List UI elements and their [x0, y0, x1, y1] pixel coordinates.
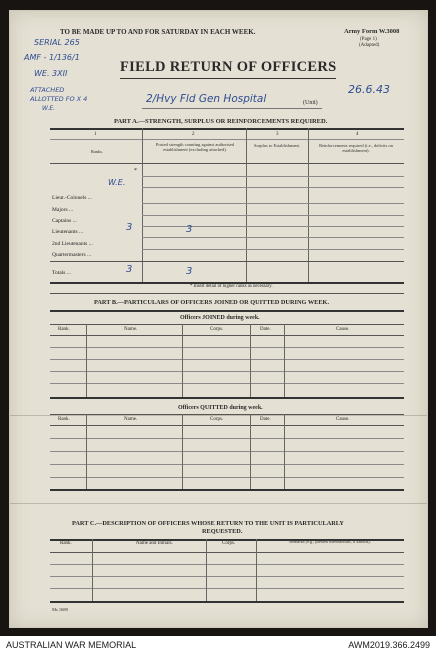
rank-quartermasters: Quartermasters ... [52, 252, 92, 258]
table-rule [50, 438, 404, 439]
col-divider [182, 324, 183, 397]
table-rule [50, 576, 404, 577]
form-number: Army Form W.3008 [344, 28, 400, 35]
col-number: 1 [94, 132, 97, 137]
form-sheet [9, 10, 428, 628]
table-rule [50, 451, 404, 452]
table-rule [50, 464, 404, 465]
rank-lieutenants: Lieutenants ... [52, 229, 84, 235]
archive-footer [0, 636, 436, 653]
totals-posted: 3 [126, 264, 133, 275]
col-head-surplus: Surplus to Establishment. [253, 143, 301, 148]
table-rule [50, 359, 404, 360]
col-divider [308, 128, 309, 282]
handwritten-unit: 2/Hvy Fld Gen Hospital [146, 93, 267, 105]
table-rule [50, 163, 404, 164]
col-number: 4 [356, 132, 359, 137]
part-a-title: PART A.—STRENGTH, SURPLUS OR REINFORCEMENTS REQUIRED. [114, 118, 328, 125]
table-rule [142, 187, 404, 188]
table-rule [142, 203, 404, 204]
form-adapted: (Adapted) [359, 43, 380, 48]
col-number: 2 [192, 132, 195, 137]
handwritten-week: WE. 3XII [34, 69, 68, 78]
joined-col-name: Name. [124, 327, 138, 332]
table-rule [50, 324, 404, 325]
part-c-col-remarks: Remarks (e.g., present whereabouts, if known). [289, 539, 371, 544]
rank-2nd-lieutenants: 2nd Lieutenants ... [52, 241, 93, 247]
joined-col-rank: Rank. [58, 327, 70, 332]
fold-line [10, 503, 427, 504]
quitted-col-date: Date. [260, 417, 271, 422]
table-rule [50, 261, 404, 262]
col-divider [86, 414, 87, 489]
table-rule [50, 347, 404, 348]
rank-majors: Majors ... [52, 207, 74, 213]
col-divider [246, 128, 247, 282]
table-rule [142, 226, 404, 227]
table-rule [142, 176, 404, 177]
col-divider [284, 414, 285, 489]
quitted-title: Officers QUITTED during week. [178, 405, 263, 411]
part-b-title: PART B.—PARTICULARS OF OFFICERS JOINED OR QUITTED DURING WEEK. [94, 299, 330, 306]
col-divider [256, 539, 257, 601]
table-rule [50, 564, 404, 565]
handwritten-we-row: W.E. [108, 178, 126, 187]
col-divider [206, 539, 207, 601]
col-divider [284, 324, 285, 397]
unit-label: (Unit) [303, 100, 318, 106]
handwritten-we: W.E. [42, 105, 56, 112]
form-title: FIELD RETURN OF OFFICERS [120, 59, 337, 75]
quitted-col-cause: Cause. [336, 417, 350, 422]
col-divider [92, 539, 93, 601]
table-rule [50, 425, 404, 426]
lieutenants-strength: 3 [186, 224, 193, 235]
table-rule [50, 489, 404, 491]
table-rule [50, 552, 404, 553]
col-head-posted-strength: Posted strength counting against authorised establishment (excluding attached). [155, 142, 235, 153]
part-a-footnote: * Insert detail of higher ranks as necessary. [190, 284, 273, 289]
col-number: 3 [276, 132, 279, 137]
table-rule [50, 397, 404, 399]
table-rule [142, 237, 404, 238]
table-rule [142, 249, 404, 250]
col-divider [250, 414, 251, 489]
joined-col-date: Date. [260, 327, 271, 332]
fold-line [10, 415, 427, 416]
quitted-col-corps: Corps. [210, 417, 224, 422]
table-rule [50, 477, 404, 478]
lieutenants-posted: 3 [126, 222, 133, 233]
table-rule [50, 139, 404, 140]
table-rule [50, 414, 404, 415]
part-c-col-corps: Corps. [222, 541, 236, 546]
table-rule [50, 588, 404, 589]
rank-captains: Captains ... [52, 218, 77, 224]
footer-institution: AUSTRALIAN WAR MEMORIAL [6, 640, 137, 650]
footer-accession-number: AWM2019.366.2499 [348, 640, 430, 650]
handwritten-serial: SERIAL 265 [34, 38, 80, 47]
rank-totals: Totals ... [52, 270, 71, 276]
rank-lieut-colonels: Lieut.-Colonels ... [52, 195, 92, 201]
handwritten-attached: ATTACHED [30, 86, 65, 94]
asterisk-row-marker: * [134, 168, 137, 174]
handwritten-date: 26.6.43 [348, 83, 390, 96]
col-head-ranks: Ranks. [90, 149, 104, 154]
handwritten-allotted: ALLOTTED FO X 4 [30, 95, 88, 103]
col-head-reinforcements: Reinforcements required (i.e., deficits on establishment). [319, 143, 393, 154]
unit-line [142, 108, 322, 109]
form-page: (Page 1) [360, 37, 377, 42]
col-divider [142, 128, 143, 282]
col-divider [86, 324, 87, 397]
joined-col-corps: Corps. [210, 327, 224, 332]
quitted-col-rank: Rank. [58, 417, 70, 422]
table-rule [142, 215, 404, 216]
part-c-title: PART C.—DESCRIPTION OF OFFICERS WHOSE RETURN TO THE UNIT IS PARTICULARLY [72, 520, 344, 527]
form-instruction: TO BE MADE UP TO AND FOR SATURDAY IN EACH WEEK. [60, 28, 256, 36]
table-rule [50, 128, 404, 130]
quitted-col-name: Name. [124, 417, 138, 422]
part-c-col-rank: Rank. [60, 541, 72, 546]
joined-col-cause: Cause. [336, 327, 350, 332]
col-divider [250, 324, 251, 397]
part-c-title-cont: REQUESTED. [202, 528, 243, 535]
handwritten-reference: AMF - 1/136/1 [24, 53, 80, 62]
table-rule [50, 310, 404, 312]
table-rule [50, 293, 404, 294]
joined-title: Officers JOINED during week. [180, 315, 260, 321]
totals-strength: 3 [186, 266, 193, 277]
part-c-col-name: Name and Initials. [136, 541, 173, 546]
table-rule [50, 371, 404, 372]
form-code: Ms 1680 [52, 607, 68, 612]
title-underline [120, 78, 336, 79]
col-divider [182, 414, 183, 489]
table-rule [50, 601, 404, 603]
table-rule [50, 335, 404, 336]
table-rule [50, 383, 404, 384]
